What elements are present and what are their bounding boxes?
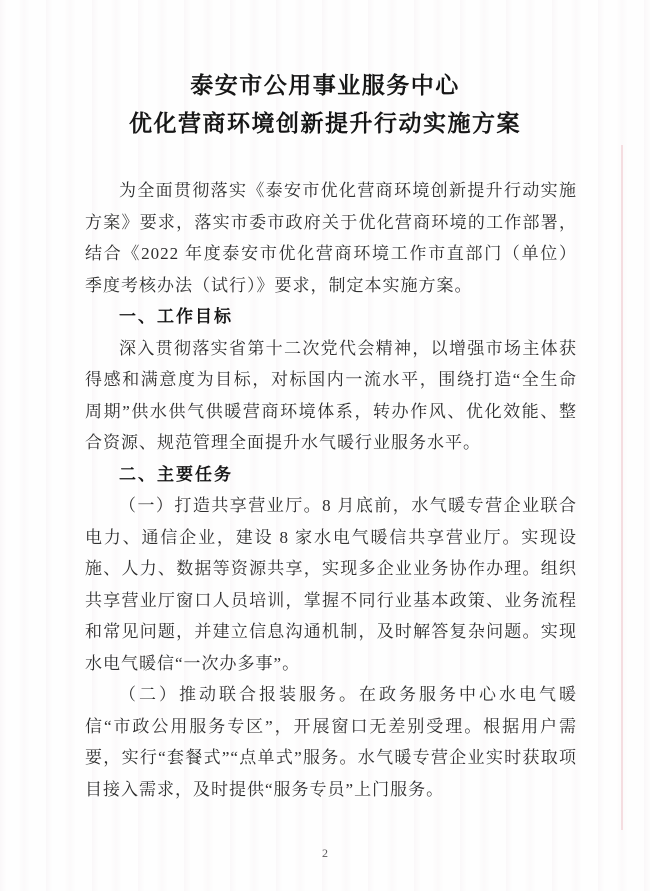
document-title: [30, 67, 620, 143]
body-paragraph: （二）推动联合报装服务。在政务服务中心水电气暖信“市政公用服务专区”，开展窗口无差别受理。根据用户需要，实行“套餐式”“点单式”服务。水气暖专营企业实时获取项目接入需求，及时提供“服务专员”上门服务。: [85, 685, 577, 799]
body-paragraph: （一）打造共享营业厅。8 月底前，水气暖专营企业联合电力、通信企业，建设 8 家水电气暖信共享营业厅。实现设施、人力、数据等资源共享，实现多企业业务协作办理。组织共享营业厅窗口人员培训，掌握不同行业基本政策、业务流程和常见问题，并建立信息沟通机制，及时解答复杂问题。实现水电气暖信“一次办多事”。: [85, 496, 577, 673]
section-heading: 一、工作目标: [119, 307, 233, 326]
page-number: 2: [322, 846, 328, 860]
body-paragraph: 深入贯彻落实省第十二次党代会精神，以增强市场主体获得感和满意度为目标，对标国内一流水平，围绕打造“全生命周期”供水供气供暖营商环境体系，转办作风、优化效能、整合资源、规范管理全面提升水气暖行业服务水平。: [85, 338, 577, 452]
section-heading: 二、主要任务: [119, 464, 233, 484]
body-paragraph: 为全面贯彻落实《泰安市优化营商环境创新提升行动实施方案》要求，落实市委市政府关于优化营商环境的工作部署，结合《2022 年度泰安市优化营商环境工作市直部门（单位）季度考核办法（试行）》要求，制定本实施方案。: [85, 181, 577, 295]
document-body: [85, 175, 577, 805]
scan-artifact-line: [621, 145, 623, 830]
title-line-1: 泰安市公用事业服务中心: [190, 73, 460, 98]
title-line-2: 优化营商环境创新提升行动实施方案: [129, 111, 521, 136]
